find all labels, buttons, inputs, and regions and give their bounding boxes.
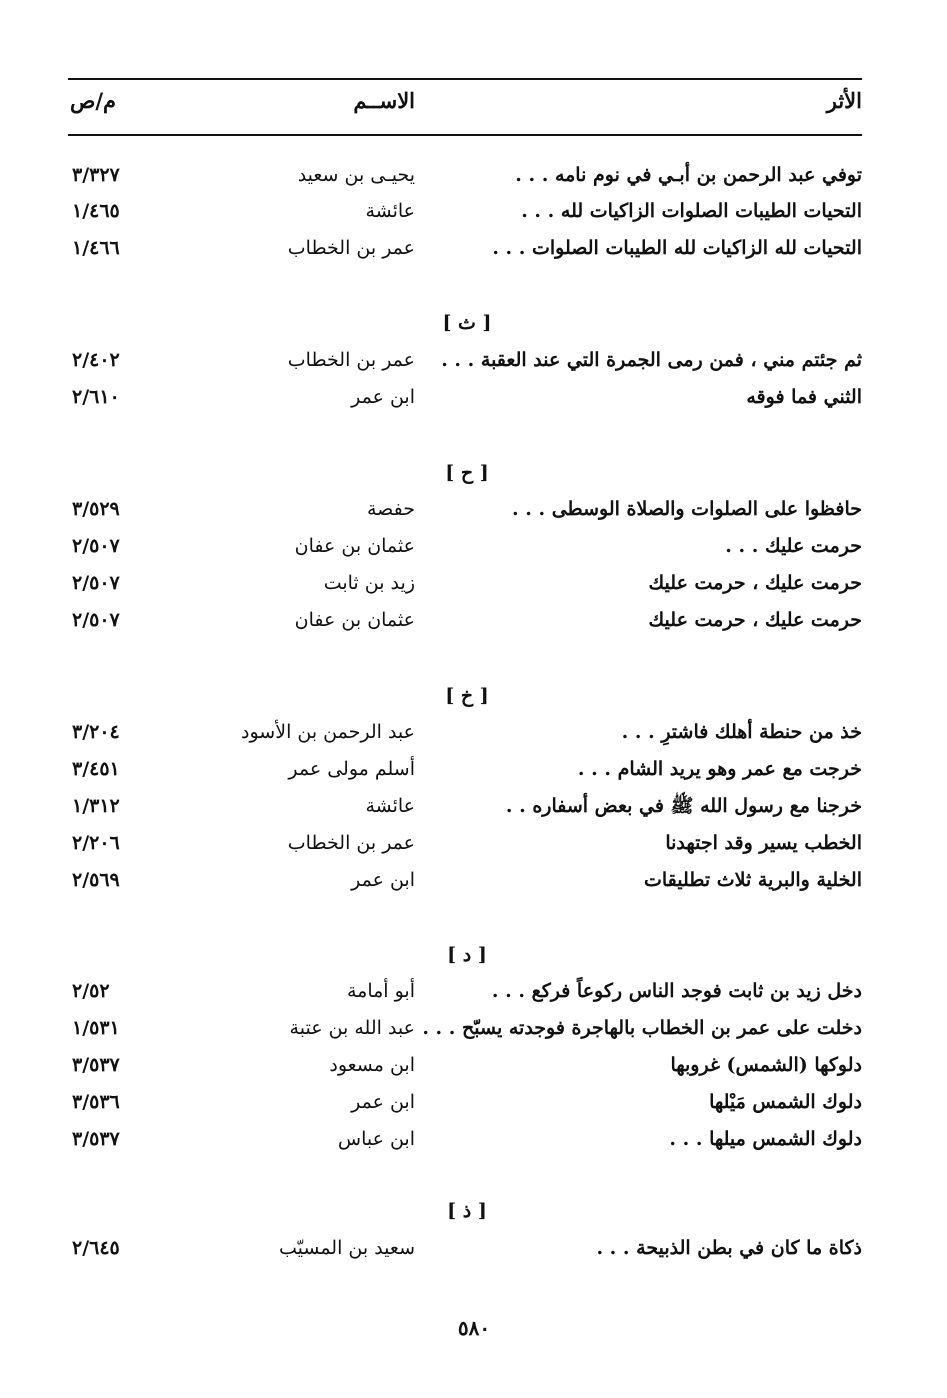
athar-text: خذ من حنطة أهلك فاشترِ . . . (621, 721, 862, 743)
athar-text: توفي عبد الرحمن بن أبـي في نوم نامه . . . (515, 164, 862, 186)
narrator-name: سعيد بن المسيّب (278, 1237, 415, 1259)
list-item (0, 1048, 947, 1082)
athar-text: حرمت عليك . . . (725, 535, 862, 557)
header-rule (68, 134, 862, 136)
volume-page-ref: ٣/٥٣٧ (72, 1054, 120, 1076)
narrator-name: يحيـى بن سعيد (297, 164, 415, 186)
volume-page-ref: ٢/٦٤٥ (72, 1237, 120, 1259)
narrator-name: حفصة (366, 498, 415, 520)
narrator-name: ابن مسعود (329, 1054, 415, 1076)
volume-page-ref: ٢/٥٦٩ (72, 869, 120, 891)
list-item (0, 715, 947, 749)
volume-page-ref: ٢/٥٠٧ (72, 535, 120, 557)
section-heading: [ ث ] (442, 312, 492, 334)
athar-text: خرجت مع عمر وهو يريد الشام . . . (577, 758, 862, 780)
list-item (0, 863, 947, 897)
list-item (0, 566, 947, 600)
narrator-name: عثمان بن عفان (294, 535, 415, 557)
athar-text: ذكاة ما كان في بطن الذبيحة . . . (596, 1237, 862, 1259)
athar-text: خرجنا مع رسول الله ﷺ في بعض أسفاره . . (505, 795, 862, 817)
volume-page-ref: ٢/٥٠٧ (72, 572, 120, 594)
narrator-name: ابن عمر (351, 1091, 415, 1113)
volume-page-ref: ٢/٢٠٦ (72, 832, 120, 854)
narrator-name: أبو أمامة (346, 980, 415, 1002)
narrator-name: ابن عمر (351, 386, 415, 408)
narrator-name: أسلم مولى عمر (288, 758, 415, 780)
narrator-name: زيد بن ثابت (323, 572, 415, 594)
list-item (0, 529, 947, 563)
list-item (0, 1231, 947, 1265)
narrator-name: عمر بن الخطاب (287, 832, 415, 854)
athar-text: دلوك الشمس مَيْلها (709, 1091, 862, 1113)
list-item (0, 1011, 947, 1045)
section-heading: [ ح ] (445, 462, 489, 484)
volume-page-ref: ٣/٢٠٤ (72, 721, 120, 743)
athar-text: حرمت عليك ، حرمت عليك (648, 572, 862, 594)
athar-text: دخل زيد بن ثابت فوجد الناس ركوعاً فركع . . . (491, 980, 862, 1002)
list-item (0, 826, 947, 860)
athar-text: التحيات الطيبات الصلوات الزاكيات لله . . . (521, 200, 862, 222)
athar-text: دلوكها (الشمس) غروبها (670, 1054, 862, 1076)
athar-text: الخطب يسير وقد اجتهدنا (665, 832, 862, 854)
volume-page-ref: ٢/٤٠٢ (72, 349, 120, 371)
volume-page-ref: ٢/٥٠٧ (72, 609, 120, 631)
list-item (0, 194, 947, 228)
narrator-name: عائشة (365, 795, 415, 817)
list-item (0, 789, 947, 823)
volume-page-ref: ٣/٥٣٦ (72, 1091, 120, 1113)
list-item (0, 1085, 947, 1119)
list-item (0, 1122, 947, 1156)
narrator-name: عمر بن الخطاب (287, 349, 415, 371)
narrator-name: عائشة (365, 200, 415, 222)
header-athar: الأثر (826, 88, 862, 113)
volume-page-ref: ١/٤٦٥ (72, 200, 120, 222)
volume-page-ref: ٣/٤٥١ (72, 758, 120, 780)
athar-text: دلوك الشمس ميلها . . . (669, 1128, 862, 1150)
volume-page-ref: ١/٥٣١ (72, 1017, 120, 1039)
header-name: الاســم (353, 88, 415, 113)
narrator-name: عمر بن الخطاب (287, 237, 415, 259)
list-item (0, 974, 947, 1008)
narrator-name: عبد الله بن عتبة (289, 1017, 415, 1039)
volume-page-ref: ٣/٣٢٧ (72, 164, 120, 186)
list-item (0, 603, 947, 637)
athar-text: الثني فما فوقه (746, 386, 862, 408)
athar-text: دخلت على عمر بن الخطاب بالهاجرة فوجدته يسبّح . . . (422, 1017, 862, 1039)
section-heading: [ خ ] (445, 685, 489, 707)
volume-page-ref: ١/٤٦٦ (72, 237, 120, 259)
section-heading: [ د ] (447, 944, 487, 966)
section-heading: [ ذ ] (447, 1200, 487, 1222)
volume-page-ref: ٣/٥٢٩ (72, 498, 120, 520)
list-item (0, 380, 947, 414)
narrator-name: ابن عباس (337, 1128, 415, 1150)
athar-text: حافظوا على الصلوات والصلاة الوسطى . . . (512, 498, 862, 520)
narrator-name: عبد الرحمن بن الأسود (241, 721, 415, 743)
list-item (0, 752, 947, 786)
list-item (0, 343, 947, 377)
athar-text: حرمت عليك ، حرمت عليك (648, 609, 862, 631)
volume-page-ref: ٣/٥٣٧ (72, 1128, 120, 1150)
list-item (0, 492, 947, 526)
volume-page-ref: ٢/٦١٠ (72, 386, 120, 408)
volume-page-ref: ١/٣١٢ (72, 795, 120, 817)
athar-text: الخلية والبرية ثلاث تطليقات (643, 869, 862, 891)
narrator-name: ابن عمر (351, 869, 415, 891)
top-rule (68, 78, 862, 80)
athar-text: ثم جئتم مني ، فمن رمى الجمرة التي عند العقبة . . . (441, 349, 862, 371)
list-item (0, 231, 947, 265)
list-item (0, 158, 947, 192)
page-number: ٥٨٠ (457, 1316, 491, 1340)
volume-page-ref: ٢/٥٢ (72, 980, 110, 1002)
athar-text: التحيات لله الزاكيات لله الطيبات الصلوات . . . (492, 237, 862, 259)
narrator-name: عثمان بن عفان (294, 609, 415, 631)
header-ref: م/ص (70, 88, 117, 113)
